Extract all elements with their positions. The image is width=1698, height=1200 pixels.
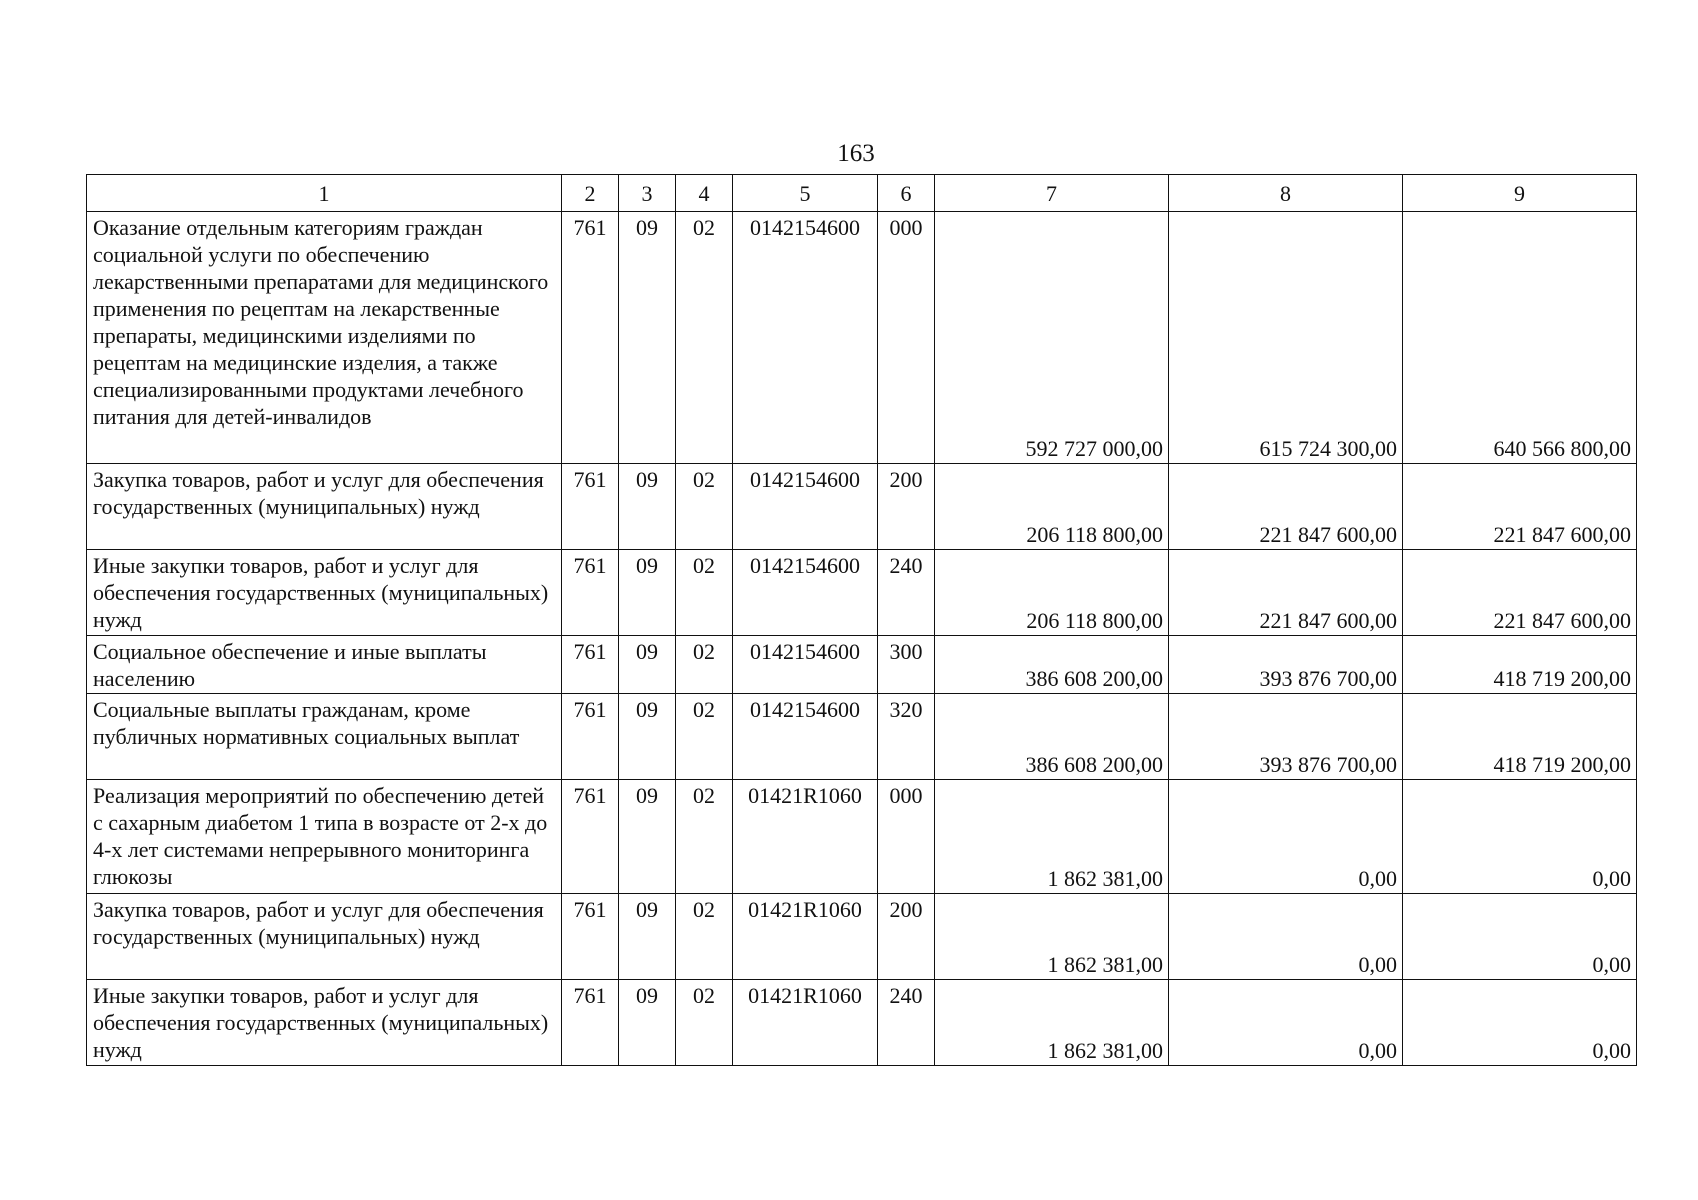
amount-col-8: 221 847 600,00	[1169, 550, 1403, 636]
table-row	[87, 980, 1637, 1066]
amount-col-9: 418 719 200,00	[1403, 636, 1637, 694]
column-header: 7	[935, 175, 1169, 212]
subsection-code: 02	[676, 212, 733, 464]
row-name: Социальное обеспечение и иные выплаты населению	[87, 636, 562, 694]
target-article-code: 0142154600	[733, 212, 878, 464]
table-row	[87, 464, 1637, 550]
column-header: 1	[87, 175, 562, 212]
subsection-code: 02	[676, 550, 733, 636]
amount-col-8: 0,00	[1169, 780, 1403, 894]
row-name: Иные закупки товаров, работ и услуг для обеспечения государственных (муниципальных) нужд	[87, 980, 562, 1066]
subsection-code: 02	[676, 894, 733, 980]
target-article-code: 0142154600	[733, 464, 878, 550]
grbs-code: 761	[562, 980, 619, 1066]
grbs-code: 761	[562, 780, 619, 894]
expense-type-code: 240	[878, 550, 935, 636]
table-row	[87, 694, 1637, 780]
amount-col-7: 386 608 200,00	[935, 636, 1169, 694]
grbs-code: 761	[562, 464, 619, 550]
amount-col-7: 386 608 200,00	[935, 694, 1169, 780]
amount-col-9: 0,00	[1403, 780, 1637, 894]
page-number: 163	[837, 140, 875, 167]
amount-col-7: 592 727 000,00	[935, 212, 1169, 464]
subsection-code: 02	[676, 980, 733, 1066]
table-row	[87, 550, 1637, 636]
amount-col-9: 221 847 600,00	[1403, 550, 1637, 636]
section-code: 09	[619, 780, 676, 894]
table-row	[87, 636, 1637, 694]
table-row	[87, 780, 1637, 894]
row-name: Реализация мероприятий по обеспечению детей с сахарным диабетом 1 типа в возрасте от 2-х до 4-х лет системами непрерывного мониторинга глюкозы	[87, 780, 562, 894]
subsection-code: 02	[676, 636, 733, 694]
section-code: 09	[619, 464, 676, 550]
expense-type-code: 240	[878, 980, 935, 1066]
section-code: 09	[619, 550, 676, 636]
column-header: 5	[733, 175, 878, 212]
amount-col-8: 393 876 700,00	[1169, 694, 1403, 780]
amount-col-9: 640 566 800,00	[1403, 212, 1637, 464]
amount-col-9: 221 847 600,00	[1403, 464, 1637, 550]
budget-table	[86, 174, 1637, 1066]
amount-col-8: 0,00	[1169, 894, 1403, 980]
amount-col-7: 1 862 381,00	[935, 980, 1169, 1066]
row-name: Социальные выплаты гражданам, кроме публичных нормативных социальных выплат	[87, 694, 562, 780]
expense-type-code: 320	[878, 694, 935, 780]
table-row	[87, 212, 1637, 464]
expense-type-code: 000	[878, 780, 935, 894]
column-header: 9	[1403, 175, 1637, 212]
target-article-code: 01421R1060	[733, 780, 878, 894]
section-code: 09	[619, 894, 676, 980]
amount-col-9: 0,00	[1403, 894, 1637, 980]
target-article-code: 0142154600	[733, 636, 878, 694]
column-header: 3	[619, 175, 676, 212]
grbs-code: 761	[562, 550, 619, 636]
subsection-code: 02	[676, 694, 733, 780]
row-name: Закупка товаров, работ и услуг для обеспечения государственных (муниципальных) нужд	[87, 464, 562, 550]
subsection-code: 02	[676, 464, 733, 550]
expense-type-code: 000	[878, 212, 935, 464]
amount-col-8: 0,00	[1169, 980, 1403, 1066]
row-name: Иные закупки товаров, работ и услуг для обеспечения государственных (муниципальных) нужд	[87, 550, 562, 636]
amount-col-7: 206 118 800,00	[935, 464, 1169, 550]
grbs-code: 761	[562, 212, 619, 464]
section-code: 09	[619, 980, 676, 1066]
amount-col-9: 0,00	[1403, 980, 1637, 1066]
expense-type-code: 200	[878, 464, 935, 550]
grbs-code: 761	[562, 636, 619, 694]
row-name: Закупка товаров, работ и услуг для обеспечения государственных (муниципальных) нужд	[87, 894, 562, 980]
table-row	[87, 894, 1637, 980]
column-header: 6	[878, 175, 935, 212]
target-article-code: 01421R1060	[733, 980, 878, 1066]
amount-col-7: 1 862 381,00	[935, 894, 1169, 980]
target-article-code: 0142154600	[733, 694, 878, 780]
amount-col-8: 221 847 600,00	[1169, 464, 1403, 550]
expense-type-code: 200	[878, 894, 935, 980]
amount-col-8: 393 876 700,00	[1169, 636, 1403, 694]
section-code: 09	[619, 694, 676, 780]
column-header: 2	[562, 175, 619, 212]
grbs-code: 761	[562, 894, 619, 980]
amount-col-7: 1 862 381,00	[935, 780, 1169, 894]
amount-col-7: 206 118 800,00	[935, 550, 1169, 636]
column-header: 4	[676, 175, 733, 212]
column-header: 8	[1169, 175, 1403, 212]
subsection-code: 02	[676, 780, 733, 894]
amount-col-8: 615 724 300,00	[1169, 212, 1403, 464]
row-name: Оказание отдельным категориям граждан социальной услуги по обеспечению лекарственными препаратами для медицинского применения по рецептам на лекарственные препараты, медицинскими изделиями по рецептам на медицинские изделия, а также специализированными продуктами лечебного питания для детей-инвалидов	[87, 212, 562, 464]
grbs-code: 761	[562, 694, 619, 780]
amount-col-9: 418 719 200,00	[1403, 694, 1637, 780]
section-code: 09	[619, 212, 676, 464]
expense-type-code: 300	[878, 636, 935, 694]
header-row	[87, 175, 1637, 212]
target-article-code: 01421R1060	[733, 894, 878, 980]
section-code: 09	[619, 636, 676, 694]
target-article-code: 0142154600	[733, 550, 878, 636]
